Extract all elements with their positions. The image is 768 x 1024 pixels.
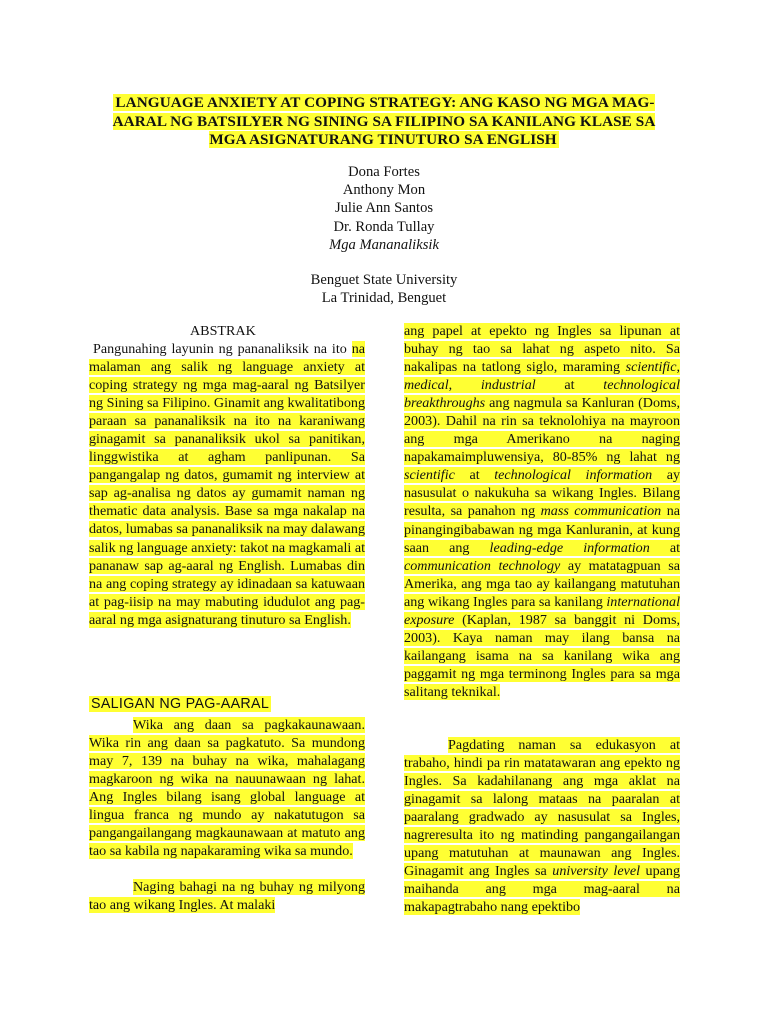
- saligan-paragraph-1: [89, 716, 365, 860]
- right-p1-text: ang papel at epekto ng Ingles sa lipunan at buhay ng tao sa lahat ng aspeto nito. Sa nakalipas na tatlong siglo, maraming scientific, medical, industrial at technological breakthroughs ang nagmula sa Kanluran (Doms, 2003). Dahil na rin sa teknolohiya na mayroon ang mga Amerikano na naging napakamaimpluwensiya, 80-85% ng lahat ng scientific at technological information ay nasusulat o nakukuha sa wikang Ingles. Bilang resulta, sa panahon ng mass communication na pinangingibabawan ng mga Kanluranin, at kung saan ang leading-edge information at communication technology ay matatagpuan sa Amerika, ang mga tao ay kailangang matutuhan ang wikang Ingles para sa kanilang international exposure (Kaplan, 1987 sa banggit ni Doms, 2003). Kaya naman may ilang bansa na kailangang isama na sa kanilang wika ang paggamit ng mga terminong Ingles para sa mga salitang teknikal.: [404, 323, 681, 700]
- institution: Benguet State University: [310, 272, 458, 289]
- saligan-heading: [89, 696, 271, 712]
- right-paragraph-2: [404, 736, 680, 916]
- author-block: [0, 163, 768, 307]
- abstrak-heading: ABSTRAK: [190, 323, 256, 339]
- authors-role: Mga Mananaliksik: [329, 236, 439, 253]
- saligan-p2-text: Naging bahagi na ng buhay ng milyong tao ang wikang Ingles. At malaki: [89, 879, 365, 914]
- abstrak-text: na malaman ang salik ng language anxiety at coping strategy ng mga mag-aaral ng Batsilyer ng Sining sa Filipino. Ginamit ang kwalitatibong paraan sa pananaliksik na ito na karaniwang ginagamit sa pananaliksik ukol sa panitikan, linggwistika at agham panlipunan. Sa pangangalap ng datos, gumamit ng interview at sap ag-analisa ng datos ay gumamit naman ng thematic data analysis. Base sa mga nakalap na datos, lumabas sa pananaliksik na may dalawang salik ng language anxiety: takot na magkamali at pananaw sap ag-aaral ng English. Lumabas din na ang coping strategy ay idinadaan sa katuwaan at pag-iisip na may mabuting idudulot ang pag-aaral ng mga asignaturang tinuturo sa English.: [89, 341, 365, 628]
- saligan-paragraph-2: [89, 878, 365, 914]
- right-p2-text: Pagdating naman sa edukasyon at trabaho, hindi pa rin matatawaran ang epekto ng Ingles. Sa kadahilanang ang mga aklat na ginagamit sa lalong mataas na paaralan at paaralang gradwado ay nasusulat sa Ingles, nagreresulta ito ng matinding pangangailangan upang matutuhan at maunawan ang Ingles. Ginagamit ang Ingles sa university level upang maihanda ang mga mag-aaral na makapagtrabaho nang epektibo: [404, 737, 681, 916]
- saligan-p1-text: Wika ang daan sa pagkakaunawaan. Wika rin ang daan sa pagkatuto. Sa mundong may 7, 139 na buhay na wika, mahalagang magkaroon ng wika na nauunawaan ng lahat. Ang Ingles bilang isang global language at lingua franca ng mundo ay nakatutugon sa pangangailangang magkaunawaan at matuto ang tao sa kabila ng napakaraming wika sa mundo.: [89, 717, 365, 860]
- right-paragraph-1: [404, 322, 680, 701]
- author-name: Dona Fortes: [348, 164, 420, 180]
- paper-title-text: LANGUAGE ANXIETY AT COPING STRATEGY: ANG KASO NG MGA MAG-AARAL NG BATSILYER NG SINING SA FILIPINO SA KANILANG KLASE SA MGA ASIGNATURANG TINUTURO SA ENGLISH: [112, 94, 656, 148]
- abstrak-body: [89, 340, 365, 629]
- abstrak-lead: Pangunahing layunin ng pananaliksik na ito: [93, 341, 347, 357]
- author-name: Julie Ann Santos: [334, 200, 434, 217]
- paper-title: [96, 94, 672, 150]
- author-name: Dr. Ronda Tullay: [333, 218, 435, 235]
- author-name: Anthony Mon: [342, 182, 426, 199]
- location: La Trinidad, Benguet: [321, 290, 447, 307]
- saligan-heading-text: SALIGAN NG PAG-AARAL: [91, 696, 270, 712]
